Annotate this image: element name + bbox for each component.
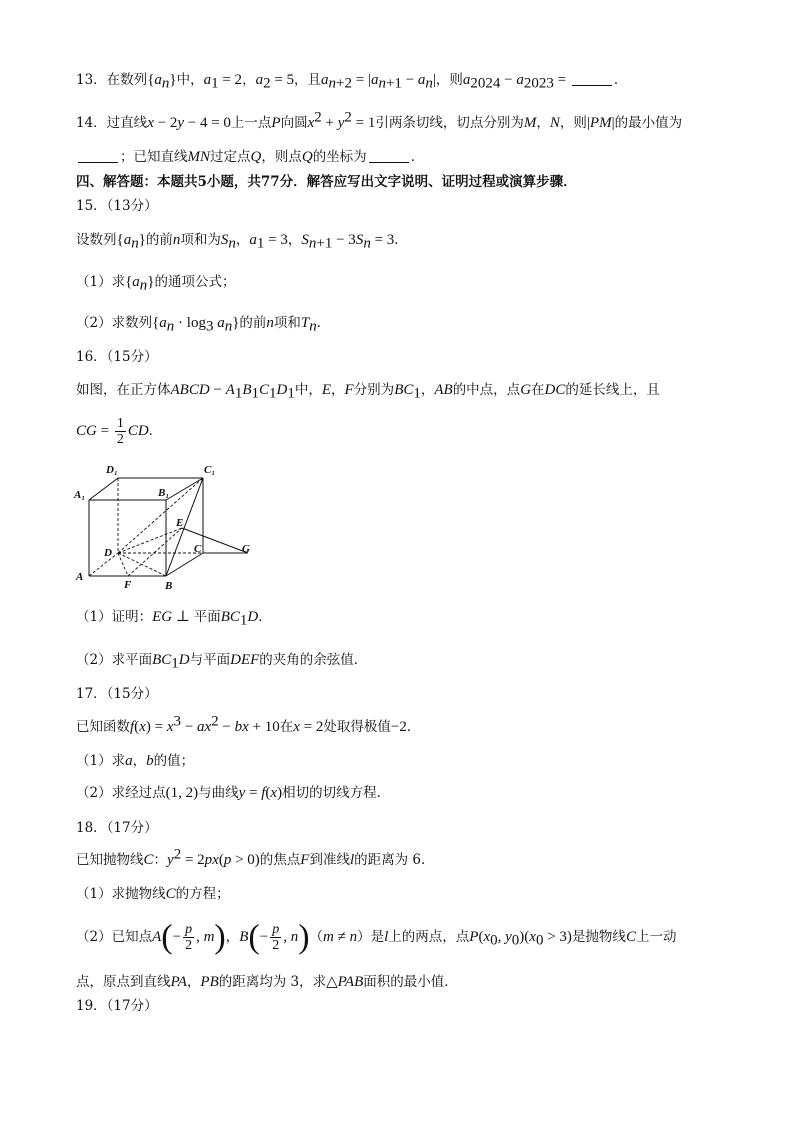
q18-part2-line2: 点，原点到直线PA，PB的距离均为 3，求△PAB面积的最小值． [76, 974, 458, 990]
label-B: B [165, 580, 173, 592]
segment-EG [182, 528, 248, 553]
label-E: E [176, 517, 184, 529]
q17-head: 17．（15分） [76, 686, 158, 702]
q18-part1: （1）求抛物线C的方程； [76, 886, 230, 902]
hidden-DF [118, 553, 128, 576]
hidden-DB [118, 553, 166, 576]
q15-part1: （1）求$\{a_n\}$的通项公式； [76, 274, 236, 294]
q18-part2-line1: （2）已知点A(− $\frac{p}{2}$ , m)，B(− $\frac{p}{2}$ , n)（m ≠ n）是l上的两点，点$P(x_0$, $y_0)(x_0 > 3)$是抛物线C上一动 [76, 918, 677, 956]
label-C1: C₁ [204, 464, 216, 476]
fraction: $\frac{1}{2}$ [116, 416, 124, 447]
q16-stem-line2: CG = $\frac{1}{2}$ CD． [76, 416, 163, 447]
q16-part2: （2）求平面$BC_1D$与平面DEF的夹角的余弦值． [76, 652, 368, 672]
q18-head: 18．（17分） [76, 820, 158, 836]
q14-line1: 14．过直线x − 2y − 4 = 0上一点P向圆$x^2 + y^2 = 1$引两条切线，切点分别为M，N，则|PM|的最小值为 [76, 109, 683, 131]
label-F: F [124, 579, 132, 591]
q16-stem-line1: 如图，在正方体ABCD − $A_1B_1C_1D_1$中，E，F分别为$BC_1$，AB的中点，点G在DC的延长线上，且 [76, 382, 660, 402]
q15-stem: 设数列$\{a_n\}$的前n项和为$S_n$，$a_1 = 3$，$S_{n+1} - 3S_n = 3$． [76, 232, 408, 252]
label-B1: B₁ [158, 487, 170, 499]
answer-blank [369, 148, 409, 163]
label-D1: D₁ [106, 464, 118, 476]
label-D: D [104, 547, 112, 559]
q17-stem: 已知函数$f(x) = x^3 - ax^2$ − bx + 10在x = 2处取得极值−2． [76, 713, 421, 735]
answer-blank [78, 148, 118, 163]
q16-head: 16．（15分） [76, 349, 158, 365]
answer-blank [572, 71, 612, 86]
q19-head: 19．（17分） [76, 998, 158, 1014]
hidden-DE [118, 528, 182, 553]
label-C: C [194, 543, 202, 555]
q17-part1: （1）求a，b的值； [76, 753, 195, 769]
section-heading: 四、解答题：本题共5小题，共77分．解答应写出文字说明、证明过程或演算步骤． [76, 174, 577, 190]
q15-head: 15．（13分） [76, 198, 158, 214]
q18-stem: 已知抛物线C：$y^2 = 2px(p > 0)$的焦点F到准线l的距离为 6． [76, 846, 435, 868]
cube-figure [70, 460, 260, 592]
label-G: G [242, 543, 250, 555]
edge-BC [166, 553, 203, 576]
edge-B1C1 [166, 478, 203, 500]
q15-part2: （2）求数列$\{a_n \cdot \log_3 a_n\}$的前n项和$T_n$． [76, 315, 331, 335]
q17-part2: （2）求经过点(1, 2)与曲线y = f(x)相切的切线方程． [76, 785, 391, 801]
fraction: $\frac{p}{2}$ [185, 922, 193, 953]
segment-BC1 [166, 478, 203, 576]
label-A1: A₁ [74, 489, 86, 501]
label-A: A [76, 571, 84, 583]
hidden-FE [128, 528, 182, 576]
q14-line2: ；已知直线MN过定点Q，则点Q的坐标为 ． [76, 147, 424, 167]
fraction: $\frac{p}{2}$ [272, 922, 280, 953]
q16-part1: （1）证明：EG ⊥ 平面$BC_1D$． [76, 609, 272, 629]
q13-line: 13．在数列$\{a_n\}$中，$a_1 = 2$，$a_2 = 5$，且$a_{n+2} = |a_{n+1} - a_n|$，则$a_{2024} - a_{2023}$ = ． [76, 72, 628, 92]
edge-A1D1 [89, 478, 118, 500]
